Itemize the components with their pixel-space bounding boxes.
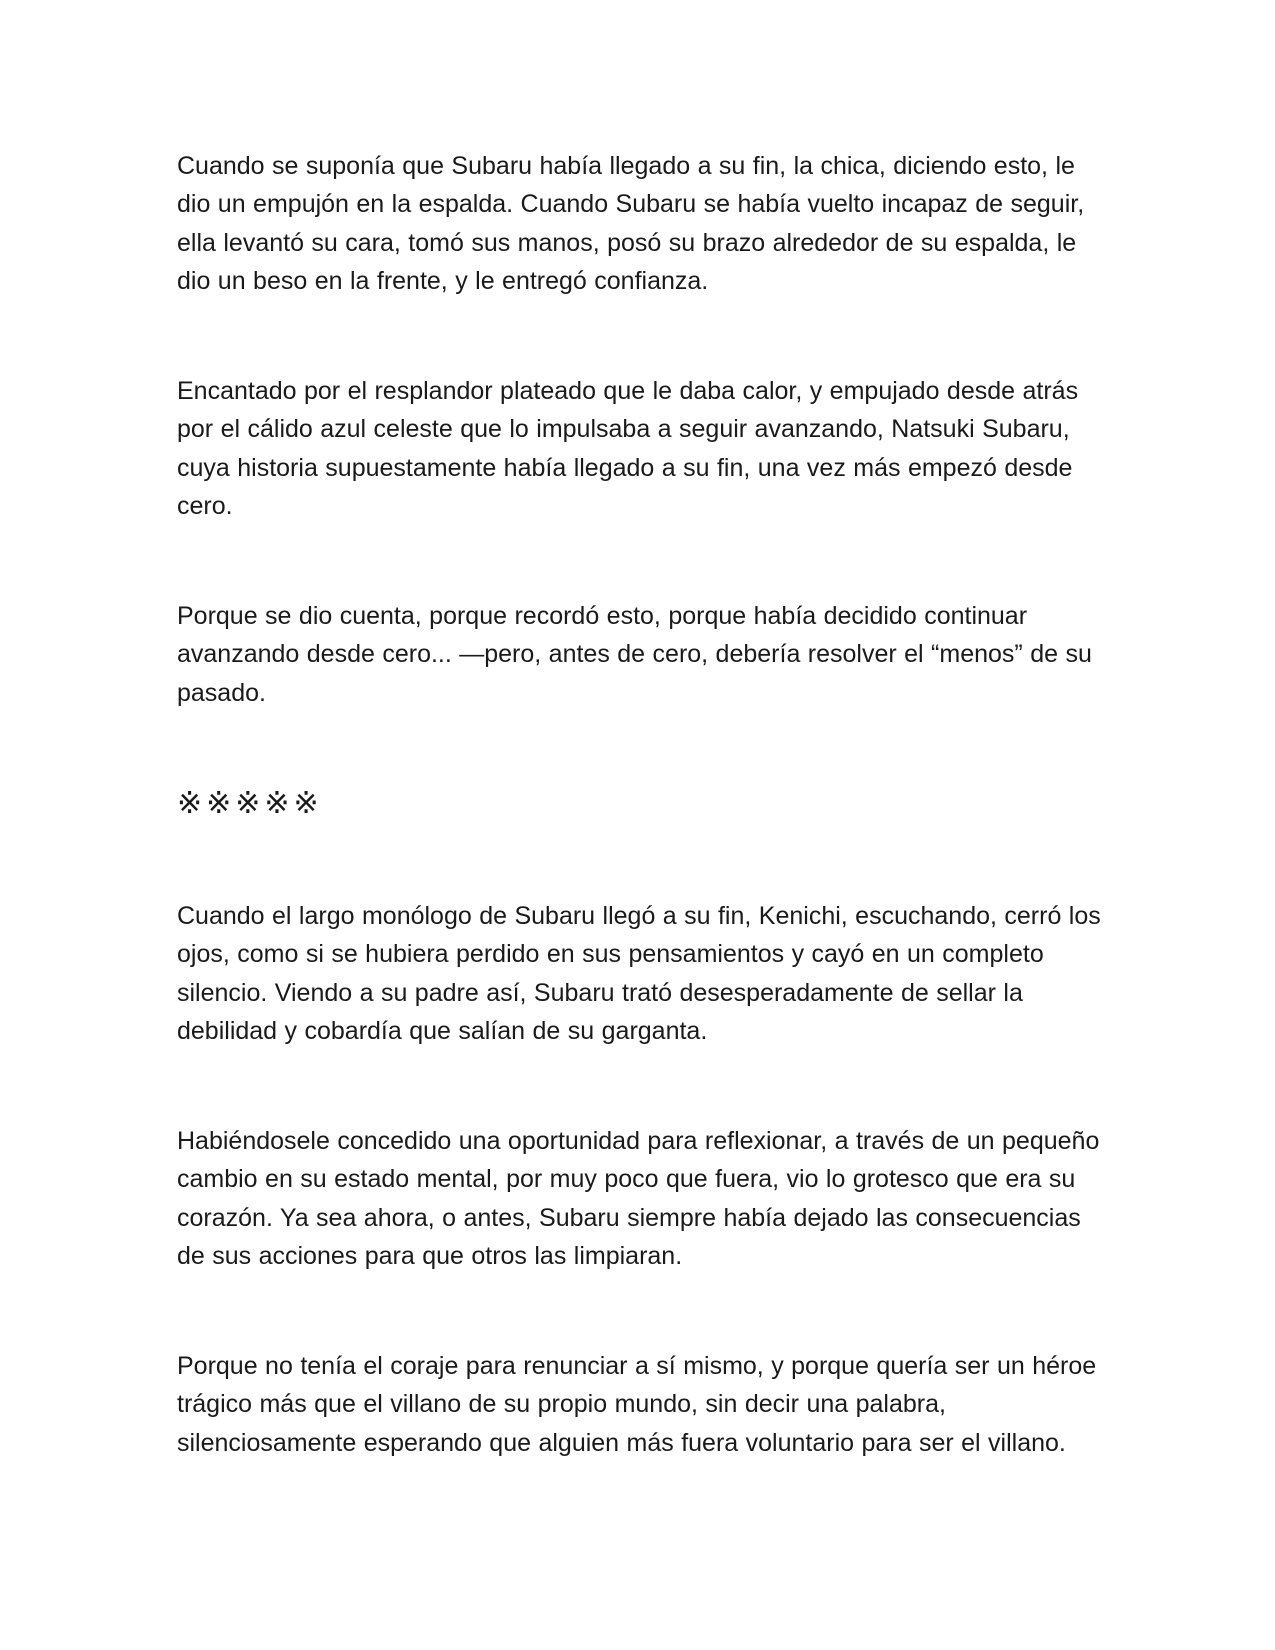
paragraph-2: Encantado por el resplandor plateado que le daba calor, y empujado desde atrás por el cálido azul celeste que lo impulsaba a seguir avanzando, Natsuki Subaru, cuya historia supuestamente había llegado a su fin, una vez más empezó desde cero. — [177, 377, 1079, 521]
paragraph-4: Cuando el largo monólogo de Subaru llegó a su fin, Kenichi, escuchando, cerró los ojos, como si se hubiera perdido en sus pensamientos y cayó en un completo silencio. Viendo a su padre así, Subaru trató desesperadamente de sellar la debilidad y cobardía que salían de su garganta. — [177, 902, 1101, 1046]
paragraph-3: Porque se dio cuenta, porque recordó esto, porque había decidido continuar avanzando desde cero... —pero, antes de cero, debería resolver el “menos” de su pasado. — [177, 602, 1092, 707]
paragraph-6: Porque no tenía el coraje para renunciar a sí mismo, y porque quería ser un héroe trágico más que el villano de su propio mundo, sin decir una palabra, silenciosamente esperando que alguien más fuera voluntario para ser el villano. — [177, 1352, 1097, 1457]
scene-separator: ※※※※※ — [177, 786, 323, 821]
paragraph-1: Cuando se suponía que Subaru había llegado a su fin, la chica, diciendo esto, le dio un empujón en la espalda. Cuando Subaru se había vuelto incapaz de seguir, ella levantó su cara, tomó sus manos, posó su brazo alrededor de su espalda, le dio un beso en la frente, y le entregó confianza. — [177, 152, 1085, 296]
paragraph-5: Habiéndosele concedido una oportunidad para reflexionar, a través de un pequeño cambio en su estado mental, por muy poco que fuera, vio lo grotesco que era su corazón. Ya sea ahora, o antes, Subaru siempre había dejado las consecuencias de sus acciones para que otros las limpiaran. — [177, 1127, 1100, 1271]
